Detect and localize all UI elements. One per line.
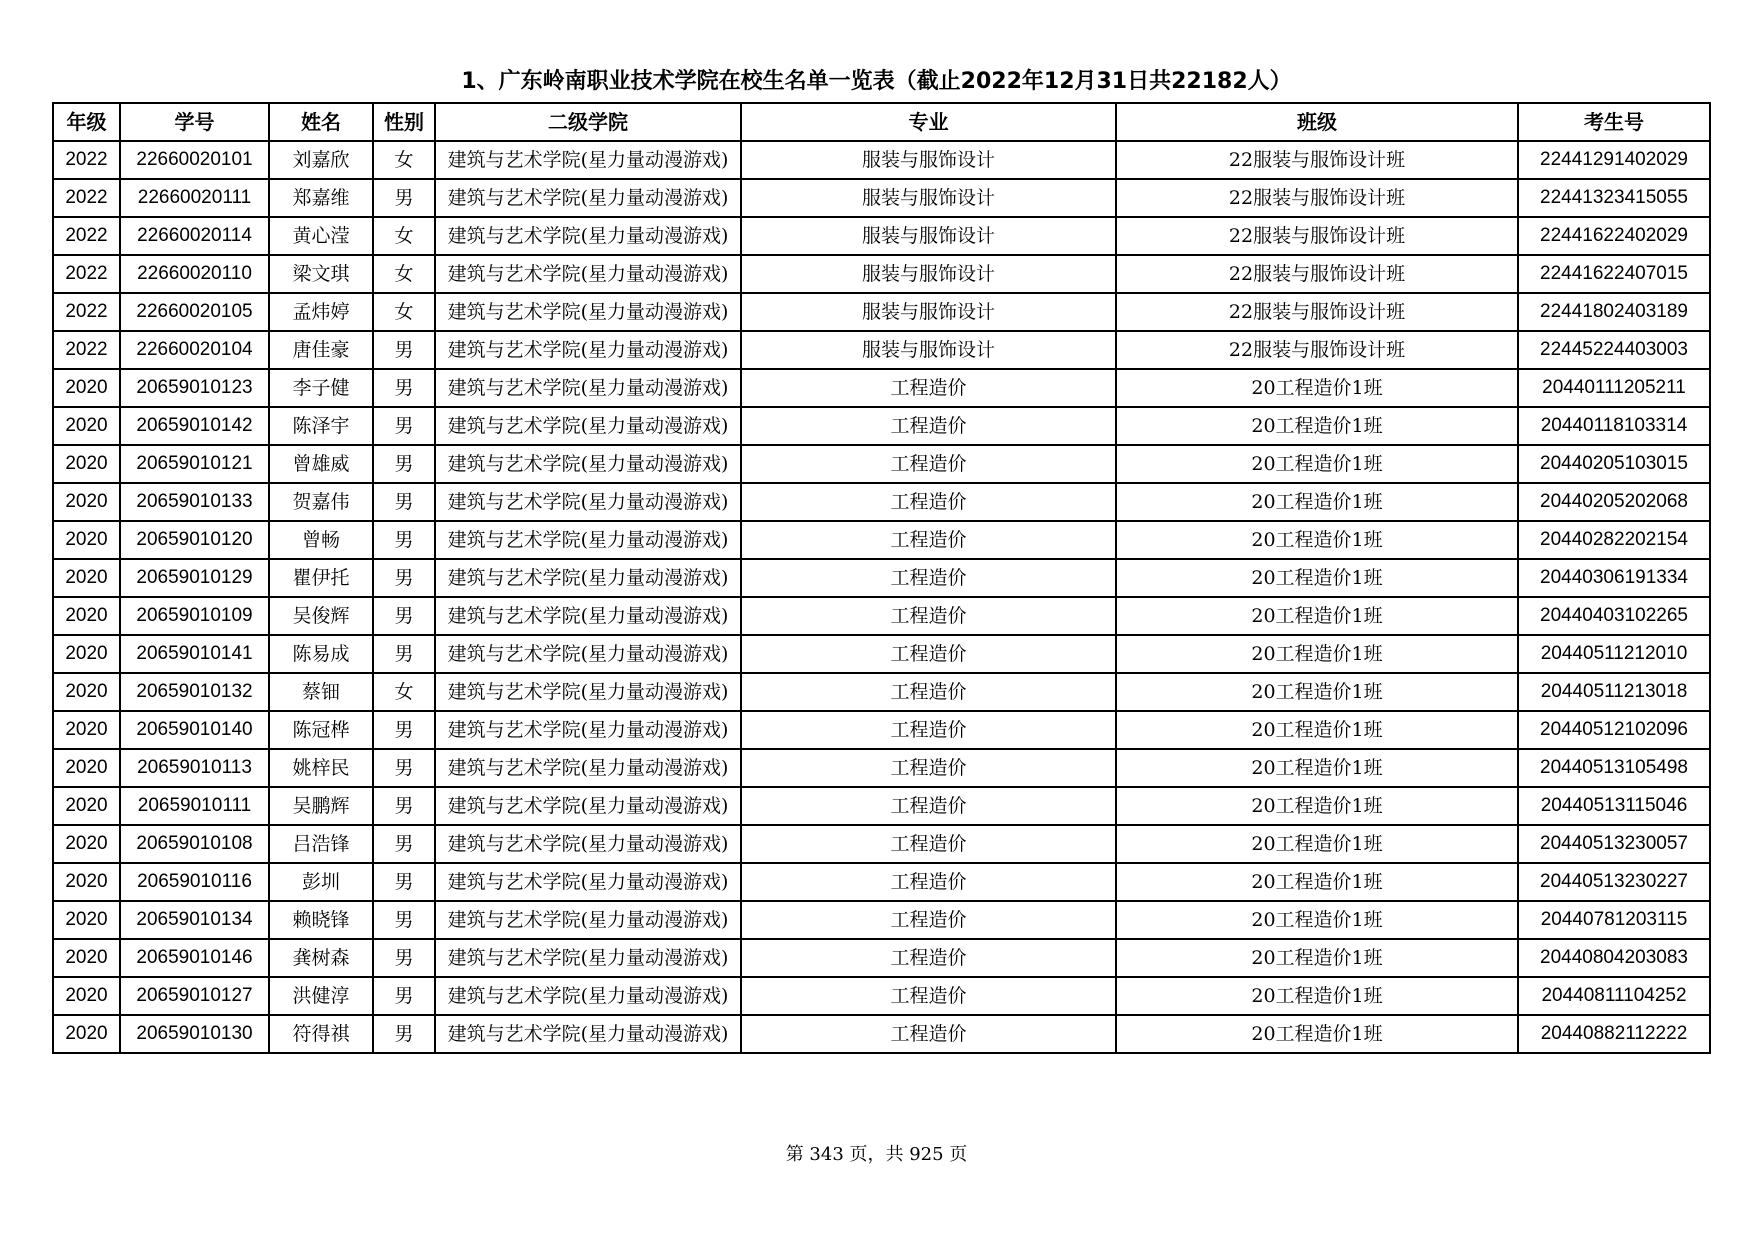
student-id-cell: 20659010142 [120,407,269,445]
column-header-name: 姓名 [269,103,373,141]
student-id-cell: 20659010129 [120,559,269,597]
name-cell: 蔡钿 [269,673,373,711]
exam-number-cell: 22441802403189 [1518,293,1710,331]
class-cell: 20工程造价1班 [1116,445,1518,483]
student-id-cell: 20659010141 [120,635,269,673]
student-roster-table [52,102,1711,1054]
exam-number-cell: 20440282202154 [1518,521,1710,559]
class-cell: 20工程造价1班 [1116,939,1518,977]
college-cell: 建筑与艺术学院(星力量动漫游戏) [435,711,741,749]
name-cell: 吴鹏辉 [269,787,373,825]
name-cell: 唐佳豪 [269,331,373,369]
name-cell: 龚树森 [269,939,373,977]
gender-cell: 男 [373,901,435,939]
college-cell: 建筑与艺术学院(星力量动漫游戏) [435,597,741,635]
college-cell: 建筑与艺术学院(星力量动漫游戏) [435,939,741,977]
column-header-grade: 年级 [53,103,120,141]
grade-cell: 2020 [53,673,120,711]
table-row [53,787,1710,825]
table-row [53,445,1710,483]
class-cell: 20工程造价1班 [1116,559,1518,597]
grade-cell: 2020 [53,787,120,825]
class-cell: 20工程造价1班 [1116,407,1518,445]
table-row [53,293,1710,331]
college-cell: 建筑与艺术学院(星力量动漫游戏) [435,977,741,1015]
gender-cell: 女 [373,141,435,179]
student-id-cell: 20659010121 [120,445,269,483]
grade-cell: 2022 [53,141,120,179]
name-cell: 孟炜婷 [269,293,373,331]
table-row [53,369,1710,407]
college-cell: 建筑与艺术学院(星力量动漫游戏) [435,217,741,255]
major-cell: 工程造价 [741,901,1116,939]
major-cell: 工程造价 [741,559,1116,597]
exam-number-cell: 22441622407015 [1518,255,1710,293]
name-cell: 曾雄威 [269,445,373,483]
gender-cell: 男 [373,787,435,825]
table-row [53,825,1710,863]
student-id-cell: 22660020105 [120,293,269,331]
major-cell: 工程造价 [741,673,1116,711]
student-id-cell: 20659010123 [120,369,269,407]
major-cell: 服装与服饰设计 [741,179,1116,217]
table-row [53,635,1710,673]
exam-number-cell: 20440511213018 [1518,673,1710,711]
class-cell: 20工程造价1班 [1116,863,1518,901]
major-cell: 工程造价 [741,1015,1116,1053]
major-cell: 工程造价 [741,711,1116,749]
class-cell: 22服装与服饰设计班 [1116,179,1518,217]
major-cell: 工程造价 [741,445,1116,483]
student-id-cell: 20659010109 [120,597,269,635]
table-row [53,901,1710,939]
student-id-cell: 22660020110 [120,255,269,293]
student-id-cell: 20659010127 [120,977,269,1015]
name-cell: 符得祺 [269,1015,373,1053]
table-row [53,597,1710,635]
name-cell: 姚梓民 [269,749,373,787]
table-row [53,179,1710,217]
college-cell: 建筑与艺术学院(星力量动漫游戏) [435,559,741,597]
college-cell: 建筑与艺术学院(星力量动漫游戏) [435,293,741,331]
page-title: 1、广东岭南职业技术学院在校生名单一览表（截止2022年12月31日共22182人） [461,69,1292,94]
student-id-cell: 20659010116 [120,863,269,901]
name-cell: 赖晓锋 [269,901,373,939]
college-cell: 建筑与艺术学院(星力量动漫游戏) [435,673,741,711]
name-cell: 黄心滢 [269,217,373,255]
major-cell: 服装与服饰设计 [741,141,1116,179]
gender-cell: 男 [373,483,435,521]
gender-cell: 男 [373,711,435,749]
table-row [53,749,1710,787]
gender-cell: 男 [373,445,435,483]
table-row [53,711,1710,749]
grade-cell: 2020 [53,407,120,445]
class-cell: 20工程造价1班 [1116,825,1518,863]
grade-cell: 2022 [53,331,120,369]
table-row [53,977,1710,1015]
gender-cell: 女 [373,217,435,255]
student-id-cell: 20659010133 [120,483,269,521]
gender-cell: 男 [373,597,435,635]
class-cell: 20工程造价1班 [1116,711,1518,749]
student-id-cell: 20659010132 [120,673,269,711]
name-cell: 吕浩锋 [269,825,373,863]
table-row [53,939,1710,977]
grade-cell: 2020 [53,863,120,901]
major-cell: 服装与服饰设计 [741,331,1116,369]
exam-number-cell: 22441291402029 [1518,141,1710,179]
exam-number-cell: 20440512102096 [1518,711,1710,749]
exam-number-cell: 20440513230227 [1518,863,1710,901]
gender-cell: 男 [373,825,435,863]
student-id-cell: 22660020101 [120,141,269,179]
class-cell: 20工程造价1班 [1116,521,1518,559]
major-cell: 工程造价 [741,825,1116,863]
exam-number-cell: 22445224403003 [1518,331,1710,369]
column-header-gender: 性别 [373,103,435,141]
gender-cell: 女 [373,255,435,293]
column-header-student-id: 学号 [120,103,269,141]
class-cell: 22服装与服饰设计班 [1116,141,1518,179]
column-header-exam-number: 考生号 [1518,103,1710,141]
class-cell: 20工程造价1班 [1116,977,1518,1015]
exam-number-cell: 20440118103314 [1518,407,1710,445]
gender-cell: 男 [373,939,435,977]
class-cell: 22服装与服饰设计班 [1116,331,1518,369]
table-header-row [53,103,1710,141]
grade-cell: 2020 [53,825,120,863]
gender-cell: 女 [373,293,435,331]
college-cell: 建筑与艺术学院(星力量动漫游戏) [435,445,741,483]
gender-cell: 男 [373,977,435,1015]
major-cell: 工程造价 [741,635,1116,673]
exam-number-cell: 20440781203115 [1518,901,1710,939]
student-id-cell: 22660020104 [120,331,269,369]
name-cell: 李子健 [269,369,373,407]
exam-number-cell: 20440513115046 [1518,787,1710,825]
major-cell: 工程造价 [741,863,1116,901]
major-cell: 服装与服饰设计 [741,217,1116,255]
table-row [53,217,1710,255]
grade-cell: 2020 [53,559,120,597]
name-cell: 梁文琪 [269,255,373,293]
college-cell: 建筑与艺术学院(星力量动漫游戏) [435,787,741,825]
gender-cell: 男 [373,1015,435,1053]
student-id-cell: 20659010140 [120,711,269,749]
grade-cell: 2022 [53,293,120,331]
grade-cell: 2020 [53,369,120,407]
student-id-cell: 20659010134 [120,901,269,939]
major-cell: 工程造价 [741,749,1116,787]
table-row [53,673,1710,711]
class-cell: 20工程造价1班 [1116,597,1518,635]
grade-cell: 2020 [53,711,120,749]
class-cell: 22服装与服饰设计班 [1116,217,1518,255]
gender-cell: 女 [373,673,435,711]
major-cell: 工程造价 [741,787,1116,825]
name-cell: 吴俊辉 [269,597,373,635]
college-cell: 建筑与艺术学院(星力量动漫游戏) [435,863,741,901]
major-cell: 服装与服饰设计 [741,255,1116,293]
grade-cell: 2020 [53,635,120,673]
column-header-major: 专业 [741,103,1116,141]
grade-cell: 2020 [53,521,120,559]
student-id-cell: 20659010130 [120,1015,269,1053]
student-id-cell: 20659010113 [120,749,269,787]
major-cell: 工程造价 [741,483,1116,521]
table-row [53,559,1710,597]
table-row [53,255,1710,293]
student-id-cell: 22660020114 [120,217,269,255]
exam-number-cell: 20440513230057 [1518,825,1710,863]
college-cell: 建筑与艺术学院(星力量动漫游戏) [435,331,741,369]
table-row [53,521,1710,559]
gender-cell: 男 [373,863,435,901]
exam-number-cell: 22441622402029 [1518,217,1710,255]
major-cell: 工程造价 [741,407,1116,445]
grade-cell: 2020 [53,483,120,521]
college-cell: 建筑与艺术学院(星力量动漫游戏) [435,179,741,217]
gender-cell: 男 [373,407,435,445]
gender-cell: 男 [373,331,435,369]
grade-cell: 2020 [53,445,120,483]
class-cell: 20工程造价1班 [1116,749,1518,787]
college-cell: 建筑与艺术学院(星力量动漫游戏) [435,483,741,521]
college-cell: 建筑与艺术学院(星力量动漫游戏) [435,825,741,863]
class-cell: 22服装与服饰设计班 [1116,255,1518,293]
exam-number-cell: 20440811104252 [1518,977,1710,1015]
name-cell: 彭圳 [269,863,373,901]
name-cell: 曾畅 [269,521,373,559]
student-id-cell: 20659010111 [120,787,269,825]
exam-number-cell: 20440306191334 [1518,559,1710,597]
exam-number-cell: 20440205103015 [1518,445,1710,483]
name-cell: 陈冠桦 [269,711,373,749]
gender-cell: 男 [373,369,435,407]
student-id-cell: 22660020111 [120,179,269,217]
major-cell: 工程造价 [741,597,1116,635]
name-cell: 贺嘉伟 [269,483,373,521]
major-cell: 工程造价 [741,939,1116,977]
gender-cell: 男 [373,635,435,673]
table-row [53,407,1710,445]
table-row [53,141,1710,179]
gender-cell: 男 [373,521,435,559]
major-cell: 服装与服饰设计 [741,293,1116,331]
grade-cell: 2020 [53,939,120,977]
class-cell: 20工程造价1班 [1116,673,1518,711]
class-cell: 20工程造价1班 [1116,369,1518,407]
column-header-class: 班级 [1116,103,1518,141]
class-cell: 20工程造价1班 [1116,635,1518,673]
college-cell: 建筑与艺术学院(星力量动漫游戏) [435,1015,741,1053]
column-header-college: 二级学院 [435,103,741,141]
grade-cell: 2020 [53,901,120,939]
grade-cell: 2020 [53,1015,120,1053]
exam-number-cell: 20440513105498 [1518,749,1710,787]
college-cell: 建筑与艺术学院(星力量动漫游戏) [435,141,741,179]
class-cell: 20工程造价1班 [1116,901,1518,939]
major-cell: 工程造价 [741,521,1116,559]
class-cell: 20工程造价1班 [1116,1015,1518,1053]
exam-number-cell: 20440111205211 [1518,369,1710,407]
table-row [53,331,1710,369]
grade-cell: 2020 [53,597,120,635]
table-row [53,1015,1710,1053]
table-body [53,141,1710,1053]
major-cell: 工程造价 [741,369,1116,407]
college-cell: 建筑与艺术学院(星力量动漫游戏) [435,369,741,407]
gender-cell: 男 [373,179,435,217]
student-id-cell: 20659010120 [120,521,269,559]
class-cell: 20工程造价1班 [1116,787,1518,825]
name-cell: 瞿伊托 [269,559,373,597]
class-cell: 20工程造价1班 [1116,483,1518,521]
page-number: 第 343 页，共 925 页 [785,1144,968,1165]
exam-number-cell: 20440804203083 [1518,939,1710,977]
exam-number-cell: 20440511212010 [1518,635,1710,673]
major-cell: 工程造价 [741,977,1116,1015]
grade-cell: 2022 [53,217,120,255]
exam-number-cell: 20440403102265 [1518,597,1710,635]
student-id-cell: 20659010146 [120,939,269,977]
class-cell: 22服装与服饰设计班 [1116,293,1518,331]
exam-number-cell: 20440205202068 [1518,483,1710,521]
exam-number-cell: 22441323415055 [1518,179,1710,217]
table-row [53,483,1710,521]
name-cell: 陈泽宇 [269,407,373,445]
college-cell: 建筑与艺术学院(星力量动漫游戏) [435,901,741,939]
grade-cell: 2022 [53,255,120,293]
table-row [53,863,1710,901]
college-cell: 建筑与艺术学院(星力量动漫游戏) [435,521,741,559]
college-cell: 建筑与艺术学院(星力量动漫游戏) [435,255,741,293]
grade-cell: 2020 [53,749,120,787]
student-id-cell: 20659010108 [120,825,269,863]
college-cell: 建筑与艺术学院(星力量动漫游戏) [435,749,741,787]
grade-cell: 2020 [53,977,120,1015]
grade-cell: 2022 [53,179,120,217]
name-cell: 洪健淳 [269,977,373,1015]
name-cell: 郑嘉维 [269,179,373,217]
college-cell: 建筑与艺术学院(星力量动漫游戏) [435,635,741,673]
gender-cell: 男 [373,559,435,597]
college-cell: 建筑与艺术学院(星力量动漫游戏) [435,407,741,445]
name-cell: 陈易成 [269,635,373,673]
exam-number-cell: 20440882112222 [1518,1015,1710,1053]
name-cell: 刘嘉欣 [269,141,373,179]
gender-cell: 男 [373,749,435,787]
